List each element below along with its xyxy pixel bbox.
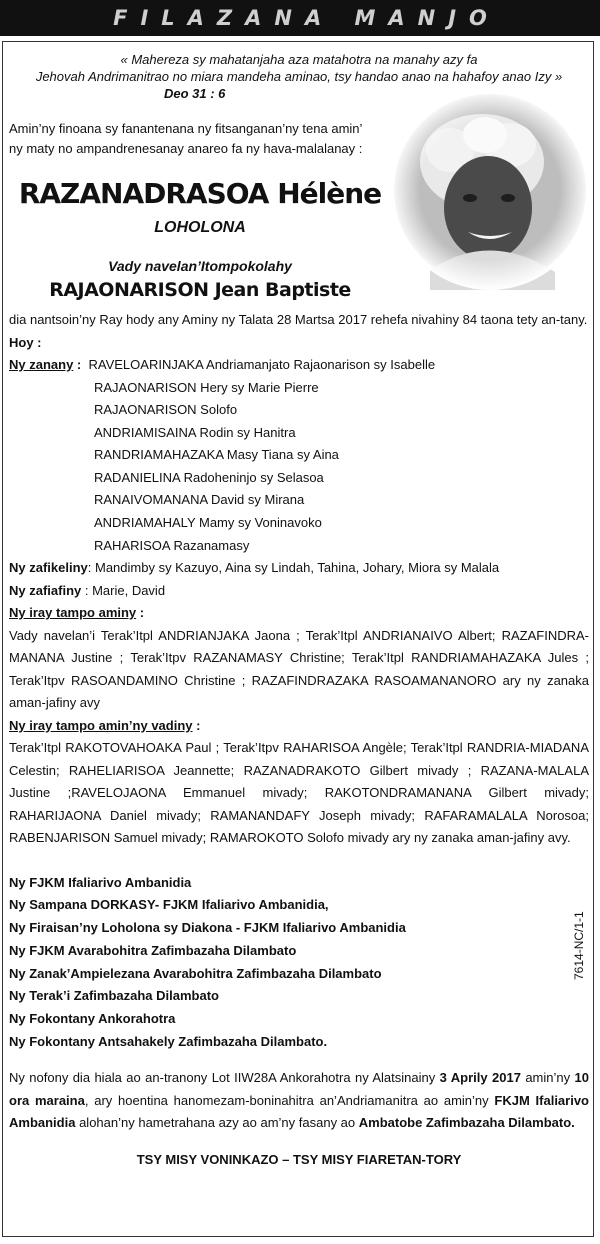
siblings-label: Ny iray tampo aminy [9, 605, 137, 621]
spouse-siblings-colon: : [192, 717, 201, 733]
grandchildren-names: : Mandimby sy Kazuyo, Aina sy Lindah, Tahina, Johary, Miora sy Malala [87, 560, 500, 576]
organization: Ny Firaisan’ny Loholona sy Diakona - FJKM Ifaliarivo Ambanidia [9, 920, 406, 936]
grandchildren-label: Ny zafikeliny [9, 560, 88, 576]
notice-title: FILAZANA MANJO [113, 6, 500, 30]
great-grandchildren-names: : Marie, David [81, 582, 166, 598]
great-grandchildren-line [9, 580, 589, 603]
organization: Ny Zanak’Ampielezana Avarabohitra Zafimbazaha Dilambato [9, 965, 382, 981]
portrait-photo [390, 90, 590, 290]
intro-text [9, 119, 391, 159]
child-name: RADANIELINA Radoheninjo sy Selasoa [94, 469, 324, 485]
burial-text: alohan’ny hametrahana azy ao am’ny fasany ao [75, 1115, 359, 1131]
child-name: RAHARISOA Razanamasy [94, 537, 250, 553]
great-grandchildren-label: Ny zafiafiny [9, 582, 82, 598]
siblings-heading [9, 602, 589, 625]
child-name: ANDRIAMISAINA Rodin sy Hanitra [94, 424, 296, 440]
spouse-name: RAJAONARISON Jean Baptiste [49, 279, 351, 301]
death-notice: dia nantsoin’ny Ray hody any Aminy ny Talata 28 Martsa 2017 rehefa nivahiny 84 taona tety an-tany. [9, 312, 588, 327]
spouse-siblings-heading [9, 715, 589, 738]
verse-line-1: « Mahereza sy mahatanjaha aza matahotra na manahy azy fa [120, 52, 478, 67]
grandchildren-line [9, 557, 589, 580]
burial-text: , ary hoentina hanomezam-boninahitra an’Andriamanitra ao amin’ny [84, 1092, 495, 1108]
child-name: RAJAONARISON Solofo [94, 402, 238, 418]
children-list [9, 377, 589, 558]
siblings-text: Vady navelan’i Terak’Itpl ANDRIANJAKA Jaona ; Terak’Itpl ANDRIANAIVO Albert; RAZAFINDRA-MANANA Justine ; Terak’Itpv RAZANAMASY Christine; Terak’Itpl RANDRIAMAHAZAKA Jules ; Terak’Itpv RASOANDAMINO Christine ; RAZAFINDRAZAKA RASOAMANANORO ary ny zanaka aman-jafiny avy [9, 627, 589, 711]
deceased-name: RAZANADRASOA Hélène [18, 177, 382, 210]
burial-time: 10 ora maraina [9, 1070, 589, 1108]
organization: Ny FJKM Ifaliarivo Ambanidia [9, 874, 192, 890]
intro-line-2: ny maty no ampandrenesanay anareo fa ny hava-malalanay : [9, 141, 363, 156]
organization: Ny Fokontany Antsahakely Zafimbazaha Dilambato. [9, 1033, 328, 1049]
footer-note: TSY MISY VONINKAZO – TSY MISY FIARETAN-TORY [136, 1151, 462, 1167]
child-name: RANAIVOMANANA David sy Mirana [94, 492, 305, 508]
burial-text: Ny nofony dia hiala ao an-tranony Lot IIW28A Ankorahotra ny Alatsinainy [9, 1070, 440, 1086]
deceased-title: LOHOLONA [154, 219, 246, 236]
burial-date: 3 Aprily 2017 [439, 1070, 521, 1086]
siblings-colon: : [136, 605, 145, 621]
child-name: RAJAONARISON Hery sy Marie Pierre [94, 379, 319, 395]
intro-line-1: Amin’ny finoana sy fanantenana ny fitsanganan’ny tena amin’ [9, 121, 363, 136]
spouse-label: Vady navelan’Itompokolahy [108, 258, 292, 274]
burial-church: FKJM Ifaliarivo Ambanidia [9, 1092, 589, 1131]
child-name: ANDRIAMAHALY Mamy sy Voninavoko [94, 515, 322, 531]
header-bar [0, 0, 600, 36]
spouse-siblings-label: Ny iray tampo amin’ny vadiny [9, 717, 193, 733]
burial-text: amin’ny [520, 1070, 575, 1086]
verse-line-2: Jehovah Andrimanitrao no miara mandeha aminao, tsy handao anao na hahafoy anao Izy » [35, 69, 563, 84]
organization: Ny Fokontany Ankorahotra [9, 1010, 176, 1026]
organization: Ny FJKM Avarabohitra Zafimbazaha Dilambato [9, 942, 297, 958]
spouse-siblings-text: Terak’Itpl RAKOTOVAHOAKA Paul ; Terak’Itpv RAHARISOA Angèle; Terak’Itpl RANDRIA-MIADANA Celestin; RAHELIARISOA Jeannette; RAZANADRAKOTO Gilbert mivady ; RAZANA-MALALA Justine ;RAVELOJAONA Emmanuel mivady; RAKOTONDRAMANANA Gilbert mivady; RAHARIJAONA Daniel mivady; RAMANANDAFY Joseph mivady; RAFARAMALALA Norosoa; RABENJARISON Samuel mivady; RAMAROKOTO Solofo mivady ary ny zanaka aman-jafiny avy. [9, 740, 589, 846]
children-label: Ny zanany [9, 357, 74, 372]
organization: Ny Terak’i Zafimbazaha Dilambato [9, 988, 219, 1004]
reference-code: 7614-NC/1-1 [572, 911, 586, 980]
children-first-line [9, 354, 589, 377]
bible-verse [9, 51, 589, 85]
hoy-label: Hoy : [9, 334, 42, 350]
child-name: RANDRIAMAHAZAKA Masy Tiana sy Aina [94, 447, 339, 463]
organizations-list [9, 872, 589, 1054]
child-name: RAVELOARINJAKA Andriamanjato Rajaonarison sy Isabelle [88, 357, 436, 372]
burial-place: Ambatobe Zafimbazaha Dilambato. [358, 1115, 575, 1131]
children-separator: : [73, 357, 85, 372]
organization: Ny Sampana DORKASY- FJKM Ifaliarivo Ambanidia, [9, 897, 329, 913]
verse-reference: Deo 31 : 6 [164, 86, 226, 101]
burial-info [9, 1067, 589, 1135]
